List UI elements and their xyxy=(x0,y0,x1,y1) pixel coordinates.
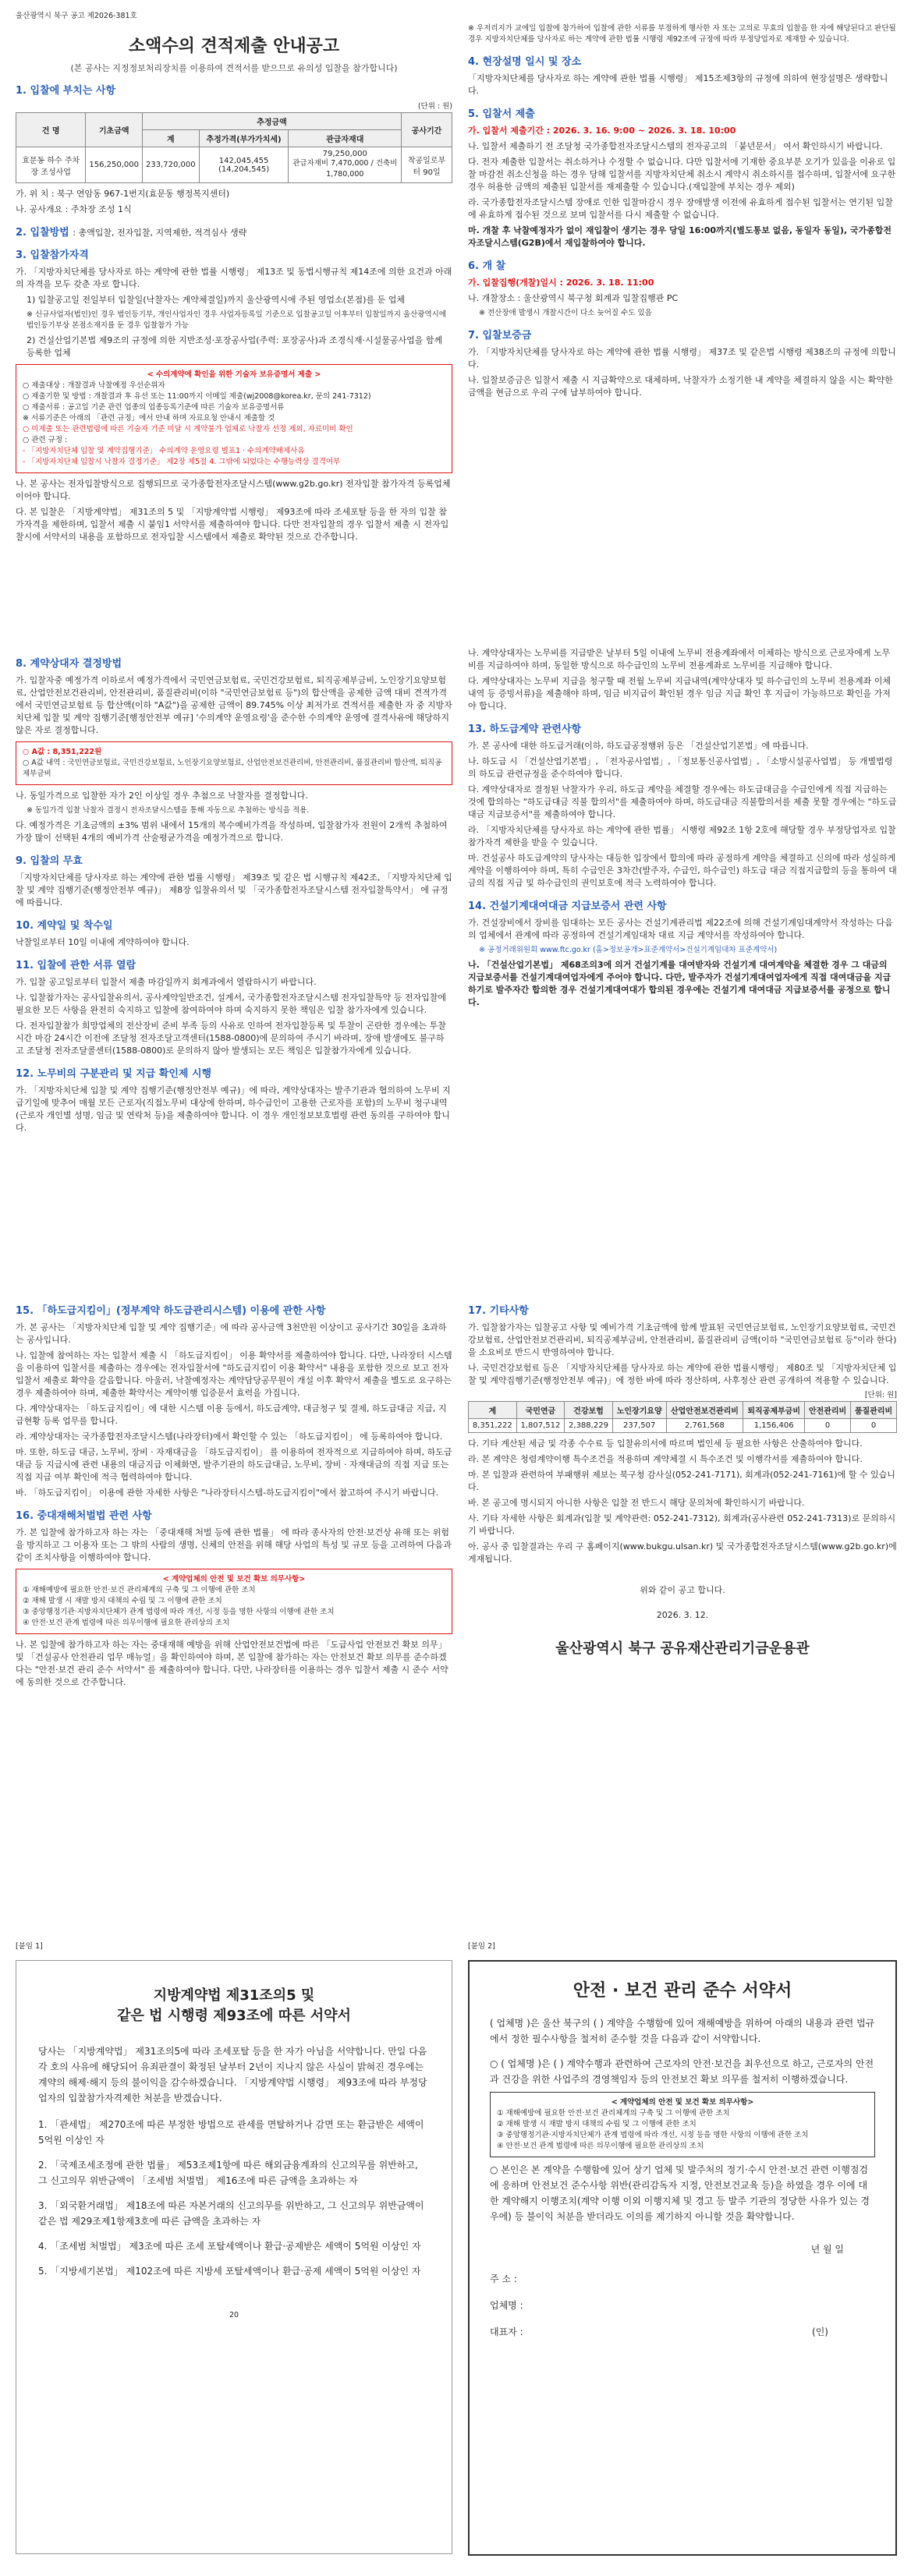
section1-heading: 1. 입찰에 부치는 사항 xyxy=(16,85,116,97)
box-line: ③ 중앙행정기관·지방자치단체가 관계 법령에 따라 개선, 시정 등을 명한 사항의 이행에 관한 조치 xyxy=(497,2131,809,2139)
s17-after: 바. 본 공고에 명시되지 아니한 사항은 입찰 전 반드시 해당 문의처에 확인하시기 바랍니다. xyxy=(468,1498,805,1508)
cell-material-detail: 관급자재비 7,470,000 / 건축비 1,780,000 xyxy=(292,159,398,179)
s3-after-c: 다. 본 입찰은 「지방계약법」 제31조의 5 및 「지방계약법 시행령」 제93조에 따라 조세포탈 등을 한 자의 입찰 참가자격을 제한하며, 입찰서 제출 시 붙임1 서약서를 제출하여야 합니다. 다만 전자입찰의 경우 입찰서 제출 시 전자입찰시에 서약서의 내용을 포함하므로 전자입찰 시스템에서 제출로 확약된 것으로 간주합니다. xyxy=(16,507,449,542)
s8-item: 가. 입찰자중 예정가격 이하로서 예정가격에서 국민연금보험료, 국민건강보험료, 퇴직공제부금비, 노인장기요양보험료, 산업안전보건관리비, 안전관리비, 품질관리비(이하 "국민연금보험료 등")의 합산액을 공제한 금액 대비 견적가격에서 국민연금보험료 등 합산액(이하 "A값")을 공제한 금액이 89.745% 이상 최저가로 견적서를 제출한 자 중 지방자치단체 입찰 및 계약 집행기준[행정안전부 예규] '수의계약 운영요령'을 준수한 수의계약 운영에 결격사유에 해당하지 않은 자로 결정합니다. xyxy=(16,675,452,735)
table-row xyxy=(469,1419,897,1433)
section10-heading: 10. 계약일 및 착수일 xyxy=(16,920,113,932)
s17-after: 사. 기타 자세한 사항은 회계과(입찰 및 계약관련: 052-241-7312), 회계과(공사관련 052-241-7313)로 문의하시기 바랍니다. xyxy=(468,1513,896,1536)
subcol-est: 추정가격(부가가치세) xyxy=(199,130,289,147)
s14-item: 가. 건설장비에서 장비를 임대하는 모든 공사는 건설기계관리법 제22조에 의해 건설기계임대계약서 작성하는 다음의 업체에서 관계에 따라 공정하여 건설기계임대차 대료 지급 계약서를 작성하여야 합니다. xyxy=(468,918,893,940)
ins-col: 퇴직공제부금비 xyxy=(743,1402,805,1419)
section8-heading: 8. 계약상대자 결정방법 xyxy=(16,658,122,670)
s17-after: 다. 기타 계산된 세금 및 각종 수수료 등 입찰유의서에 따르며 법인세 등 필요한 사항은 산출하여야 합니다. xyxy=(468,1438,863,1449)
section6-heading: 6. 개 찰 xyxy=(468,260,506,272)
section4-heading: 4. 현장설명 일시 및 장소 xyxy=(468,56,582,68)
attach1-item: 1. 「관세법」 제270조에 따른 부정한 방법으로 관세를 면탈하거나 감면 또는 환급받은 세액이 5억원 이상인 자 xyxy=(38,2119,424,2146)
s11-item: 나. 입찰참가자는 공사입찰유의서, 공사계약일반조건, 설계서, 국가종합전자조달시스템 전자입찰특약 등 전자입찰에 필요한 모든 사항을 완전히 숙지하고 입찰에 참여하여야 하며 숙지하지 못한 책임은 입찰 참가자에게 있습니다. xyxy=(16,993,447,1015)
ins-cell: 1,156,406 xyxy=(743,1419,805,1433)
announce-date: 2026. 3. 12. xyxy=(656,1610,709,1620)
announcement-page-3 xyxy=(16,1294,452,1918)
s3-para-a: 가. 「지방자치단체를 당사자로 하는 계약에 관한 법률 시행령」 제13조 및 동법시행규칙 제14조에 의한 요건과 아래의 자격을 모두 갖춘 자로 합니다. xyxy=(16,267,452,289)
section16-heading: 16. 중대재해처벌법 관련 사항 xyxy=(16,1510,152,1522)
tech-proof-box-title: < 수의계약에 확인을 위한 기술자 보유증명서 제출 > xyxy=(147,370,321,379)
s15-item: 바. 「하도급지킴이」 이용에 관한 자세한 사항은 "나라장터시스템-하도급지킴이"에서 참고하여 주시기 바랍니다. xyxy=(16,1488,439,1498)
s17-after: 아. 공사 중 입찰결과는 우리 구 홈페이지(www.bukgu.ulsan.kr) 및 국가종합전자조달시스템(www.g2b.go.kr)에 게재됩니다. xyxy=(468,1541,897,1564)
s15-item: 가. 본 공사는 「지방자치단체 입찰 및 계약 집행기준」에 따라 공사금액 3천만원 이상이고 공사기간 30일을 초과하는 공사입니다. xyxy=(16,1322,447,1345)
ins-cell: 1,807,512 xyxy=(516,1419,565,1433)
section17-heading: 17. 기타사항 xyxy=(468,1305,529,1317)
cell-total: 233,720,000 xyxy=(143,147,200,183)
cell-material xyxy=(289,147,402,183)
attach1-intro: 당사는 「지방계약법」 제31조의5에 따라 조세포탈 등을 한 자가 아님을 서약합니다. 만일 다음 각 호의 사유에 해당되어 유죄판결이 확정된 날부터 2년이 지나지 않은 사실이 밝혀진 경우에는 계약의 해제·해지 등의 불이익을 감수하겠습니다. 「지방계약법 시행령」 제93조에 따라 부정당업자의 입찰참가자격제한 처분을 받겠습니다. xyxy=(38,2046,427,2104)
s5-item: 라. 국가종합전자조달시스템 장애로 인한 입찰마감시 경우 장애발생 이전에 유효하게 접수된 입찰서는 연기된 입찰에 유효하게 접수된 것으로 보며 입찰서를 다시 제출할 수 없습니다. xyxy=(468,197,893,220)
attach2-rep-label: 대표자 : xyxy=(490,2327,523,2337)
attach1-page-number: 20 xyxy=(229,2311,239,2319)
s5-item: 마. 개찰 후 낙찰예정자가 없이 재입찰이 생기는 경우 당일 16:00까지(별도통보 없음, 동일자 동일), 국가종합전자조달시스템(G2B)에서 재입찰하여야 합니다. xyxy=(468,225,892,248)
attach1-title-1: 지방계약법 제31조의5 및 xyxy=(153,1987,315,2004)
s15-item: 다. 계약상대자는 「하도급지킴이」에 대한 시스템 이용 등에서, 하도급계약, 대금청구 및 결제, 하도급대금 지급, 지급현황 등록 업무를 합니다. xyxy=(16,1403,447,1426)
s6-item: 가. 입찰집행(개찰)일시 : 2026. 3. 18. 11:00 xyxy=(468,278,654,288)
ins-col: 노인장기요양 xyxy=(612,1402,666,1419)
ins-col: 계 xyxy=(469,1402,517,1419)
doc-title: 소액수의 견적제출 안내공고 xyxy=(128,37,340,56)
s13-item: 마. 건설공사 하도급계약의 당사자는 대등한 입장에서 합의에 따라 공정하게 계약을 체결하고 신의에 따라 성실하게 계약을 이행하여야 하며, 특히 수급인은 3차간(발주자, 수급인, 하수급인) 하도급 대금 직접지급합의 등을 통하여 대금의 직접 지급 및 하수급인의 권익보호에 적극 노력하여야 합니다. xyxy=(468,853,897,888)
section12-heading: 12. 노무비의 구분관리 및 지급 확인제 시행 xyxy=(16,1068,212,1080)
section15-heading: 15. 「하도급지킴이」(정부계약 하도급관리시스템) 이용에 관한 사항 xyxy=(16,1305,326,1317)
attach1-item: 3. 「외국환거래법」 제18조에 따른 자본거래의 신고의무를 위반하고, 그 신고의무 위반금액이 같은 법 제29조제1항제3호에 따른 금액을 초과하는 자 xyxy=(38,2200,424,2227)
a-value-box xyxy=(16,741,452,785)
s5-item: 다. 전자 제출한 입찰서는 취소하거나 수정할 수 없습니다. 다만 입찰서에 기재한 중요부분 오기가 있음을 이유로 입찰 마감전 취소신청을 하는 경우 당해 입찰서를 지방자치단체 취소시 계약시 취소하시를 접수하며, 입찰서에 요구한 경우 허용한 금액의 제출된 입찰서를 재제출할 수 있습니다.(재입찰에 부치는 경우 제외) xyxy=(468,157,896,192)
bid-items-table xyxy=(16,112,452,183)
s15-item: 마. 또한, 하도급 대금, 노무비, 장비 · 자재대금을 「하도급지킴이」 를 이용하여 전자적으로 지급하여야 하며, 하도급대금 등 지급시에 관련 내용의 대금지급 이체화면, 발주기관의 하도급대금, 노무비, 장비 · 자재대금의 직접 지급 또는 직접 지급 여부 확인에 적극 협력하여야 합니다. xyxy=(16,1447,452,1482)
s17-item: 가. 입찰참가자는 입찰공고 사항 및 예비가격 기초금액에 함께 발표된 국민연금보험료, 노인장기요양보험료, 국민건강보험료, 산업안전보건관리비, 퇴직공제부금비, 안전관리비, 품질관리비 금액(이하 "국민연금보험료 등"이라 한다)을 소요비로 반드시 반영하여야 합니다. xyxy=(468,1322,897,1357)
attach2-seal: (인) xyxy=(812,2327,828,2337)
box-line: ① 재해예방에 필요한 안전·보건 관리체계의 구축 및 그 이행에 관한 조치 xyxy=(23,1586,256,1594)
s7-item: 가. 「지방자치단체를 당사자로 하는 계약에 관한 법률 시행령」 제37조 및 같은법 시행령 제38조의 규정에 의합니다. xyxy=(468,347,896,370)
attach1-item: 2. 「국제조세조정에 관한 법률」 제53조제1항에 따른 해외금융계좌의 신고의무를 위반하고, 그 신고의무 위반금액이 「조세범 처벌법」 제16조에 따른 금액을 초과하는 자 xyxy=(38,2160,418,2186)
s11-item: 가. 입찰 공고일로부터 입찰서 제출 마감일까지 회계과에서 열람하시기 바랍니다. xyxy=(16,977,317,987)
cell-base: 156,250,000 xyxy=(86,147,143,183)
ins-col: 품질관리비 xyxy=(851,1402,897,1419)
s8-item: 다. 예정가격은 기초금액의 ±3% 범위 내에서 15개의 복수예비가격을 작성하며, 입찰참가자 전원이 2개씩 추첨하여 가장 많이 선택된 4개의 예비가격 산술평균가격을 예정가격으로 합니다. xyxy=(16,820,448,843)
s8-item: ※ 동일가격 입찰 낙찰자 결정시 전자조달시스템을 통해 자동으로 추첨하는 방식을 적용. xyxy=(27,806,310,815)
s13-item: 다. 계약상대자로 결정된 낙찰자가 우리, 하도급 계약을 체결할 경우에는 하도급대금을 수급인에게 직접 지급하는 것에 합의하는 "하도급대금 직불 합의서"를 제출하여야 하며, 하도급대금 직불합의서를 제출 못할 경우에는 "하도급대금 지급보증서"를 제출하여야 합니다. xyxy=(468,784,897,819)
col-est: 추정금액 xyxy=(143,113,402,130)
ins-cell: 0 xyxy=(805,1419,851,1433)
ins-col: 건강보험 xyxy=(565,1402,613,1419)
cell-period: 착공일로부터 90일 xyxy=(402,147,452,183)
unit-label-2: [단위: 원] xyxy=(864,1391,897,1399)
summary-note: 나. 공사개요 : 주차장 조성 1식 xyxy=(16,204,132,214)
box-line: - 「지방자치단체 입찰시 낙찰자 결정기준」 제2장 제5절 4. 그밖에 되었다는 수행능력상 결격여부 xyxy=(23,458,341,466)
ins-cell: 237,507 xyxy=(612,1419,666,1433)
ins-cell: 8,351,222 xyxy=(469,1419,517,1433)
s16-item: 가. 본 입찰에 참가하고자 하는 자는 「중대재해 처벌 등에 관한 법률」 에 따라 종사자의 안전·보건상 유해 또는 위험을 방지하고 그 이용자 또는 그 밖의 사람의 생명, 신체의 안전을 위해 해당 사업의 특성 및 규모 등을 고려하여 다음과 같이 조치사항을 이행하여야 합니다. xyxy=(16,1527,452,1562)
attach2-duty-box xyxy=(490,2092,875,2157)
s17-item: 나. 국민건강보험료 등은 「지방자치단체를 당사자로 하는 계약에 관한 법률시행령」 제80조 및 「지방자치단체 입찰 및 계약집행기준(행정안전부 예규)」에 정한 바에 따라 정산하며, 사후정산 관련 공개하여 적용할 수 있습니다. xyxy=(468,1363,897,1385)
a-value-detail: ○ A값 내역 : 국민연금보험료, 국민건강보험료, 노인장기요양보험료, 산업안전보건관리비, 안전관리비, 품질관리비 합산액, 퇴직공제부금비 xyxy=(23,759,442,778)
s11-item: 다. 전자입찰참가 희망업체의 전산장비 준비 부족 등의 사유로 인하여 전자입찰등록 및 투찰이 곤란한 경우에는 투찰시간 마감 24시간 이전에 조달청 전자조달고객센터(1588-0800)에 문의하여 주시기 바라며, 장애 발생에도 불구하고 조달청 전자조달콜센터(1588-0800)로 문의하지 않아 발생되는 모든 책임은 입찰참가자에게 있습니다. xyxy=(16,1021,446,1056)
section9-text: 「지방자치단체를 당사자로 하는 계약에 관한 법률 시행령」 제39조 및 같은 법 시행규칙 제42조, 「지방자치단체 입찰 및 계약 집행기준(행정안전부 예규)」 제8장 입찰유의서 및 「국가종합전자조달시스템 전자입찰특약서」 에 규정에 따릅니다. xyxy=(16,872,452,908)
s12-item: 다. 계약상대자는 노무비 지급을 청구할 때 전월 노무비 지급내역(계약상대자 및 하수급인의 노무비 전용계좌 이체내역 등 증빙서류)을 제출해야 하며, 임금 비지급이 확인된 경우 임금 지급 확인 후 지급이 가능하므로 확인을 가져야 합니다. xyxy=(468,676,892,711)
issuer-name: 울산광역시 북구 공유재산관리기금운용관 xyxy=(555,1640,810,1657)
attach2-item1: ○ ( 업체명 )은 ( ) 계약수행과 관련하여 근로자의 안전·보건을 최우선으로 하고, 근로자의 안전과 건강을 위한 사업주의 경영책임자 등의 안전보건 확보 의무를 철저히 이행하겠습니다. xyxy=(490,2058,874,2085)
col-base: 기초금액 xyxy=(86,113,143,147)
box-line: ④ 안전·보건 관계 법령에 따른 의무이행에 필요한 관리상의 조치 xyxy=(497,2142,704,2150)
s8-item: 나. 동일가격으로 입찰한 자가 2인 이상일 경우 추첨으로 낙찰자를 결정합니다. xyxy=(16,791,308,801)
section7-heading: 7. 입찰보증금 xyxy=(468,330,532,341)
ins-cell: 2,388,229 xyxy=(565,1419,613,1433)
s6-item: ※ 전산장애 발생시 개찰시간이 다소 늦어질 수도 있음 xyxy=(479,309,652,317)
section9-heading: 9. 입찰의 무효 xyxy=(16,855,83,867)
cell-est: 142,045,455 (14,204,545) xyxy=(199,147,289,183)
subcol-material: 관급자재대 xyxy=(289,130,402,147)
section10-text: 낙찰일로부터 10일 이내에 계약하여야 합니다. xyxy=(16,937,190,947)
attach2-intro: ( 업체명 )은 울산 북구의 ( ) 계약을 수행함에 있어 재해예방을 위하여 아래의 내용과 관련 법규에서 정한 필수사항을 철저히 준수할 것을 다음과 같이 서약합니다. xyxy=(490,2018,875,2044)
box-line: ② 재해 발생 시 재발 방지 대책의 수립 및 그 이행에 관한 조치 xyxy=(497,2120,697,2128)
attach2-title: 안전 · 보건 관리 준수 서약서 xyxy=(572,1981,792,2001)
section14-heading: 14. 건설기계대여대금 지급보증서 관련 사항 xyxy=(468,901,667,912)
section13-heading: 13. 하도급계약 관련사항 xyxy=(468,724,582,735)
tech-proof-box xyxy=(16,364,452,473)
s3-after-note: ※ 우저리지가 교에일 입찰에 참가하여 입찰에 관한 서류를 부정하게 행사한 자 또는 고의로 무효의 입찰을 한 자에 해당된다고 판단될 경우 지방자치단체를 당사자로 하는 계약에 관한 법률 시행령 제92조에 규정에 따라 부정당업자로 제재할 수 있습니다. xyxy=(468,24,896,44)
attach2-item2: ○ 본인은 본 계약을 수행함에 있어 상기 업체 및 발주처의 정기·수시 안전·보건 관련 이행점검에 응하며 안전보건 준수사항 위반(관리감독자 지정, 안전보건교육 등)을 하였을 경우 이에 대한 계약해지 이행조치(계약 이행 이외 이행지체 및 경고 등 발주 기관의 정당한 사유가 있는 경우에) 등 불이익 처분을 받더라도 이의를 제기하지 아니할 것을 확약합니다. xyxy=(490,2164,870,2222)
s3-para-2: 2) 건설산업기본법 제9조의 규정에 의한 지반조성·포장공사업(주력: 포장공사)과 조경식재·시설물공사업을 함께 등록한 업체 xyxy=(27,335,443,358)
s13-item: 가. 본 공사에 대한 하도급거래(이하, 하도급공정행위 등은 「건설산업기본법」에 따릅니다. xyxy=(468,741,809,751)
ins-col: 안전관리비 xyxy=(805,1402,851,1419)
announcement-page-2-right xyxy=(468,647,897,1271)
s17-after: 마. 본 입찰과 관련하여 부패행위 제보는 북구청 감사실(052-241-7171), 회계과(052-241-7161)에 할 수 있습니다. xyxy=(468,1470,895,1492)
section3-heading: 3. 입찰참가자격 xyxy=(16,249,89,261)
attach2-date: 년 월 일 xyxy=(810,2244,844,2255)
cell-material-value: 79,250,000 xyxy=(322,150,367,158)
s16-after: 나. 본 입찰에 참가하고자 하는 자는 중대재해 예방을 위해 산업안전보건법에 따른 「도급사업 안전보건 확보 의무」 및 「건설공사 안전관리 업무 매뉴얼」을 확인하여야 하며, 본 입찰에 참가하는 자는 안전보건 확보 의무를 준수하겠다는 "안전·보건 관리 준수 서약서" 를 제출하여야 합니다. 다만, 나라장터를 이용하는 경우 입찰서 제출 시 준수 서약에 동의한 것으로 간주합니다. xyxy=(16,1640,448,1687)
s3-para-note: ※ 신규사업자(법인)인 경우 법인등기부, 개인사업자인 경우 사업자등록일 기준으로 입찰공고일 이후부터 입찰일까지 울산광역시에 법인등기부상 본점소재지를 둔 경우 입찰참가 가능 xyxy=(27,310,446,330)
attach2-box-title: < 계약업체의 안전 및 보건 확보 의무사항> xyxy=(611,2098,754,2107)
attach1-item: 5. 「지방세기본법」 제102조에 따른 지방세 포탈세액이나 환급·공제 세액이 5억원 이상인 자 xyxy=(38,2266,421,2277)
ins-col: 국민연금 xyxy=(516,1402,565,1419)
section5-heading: 5. 입찰서 제출 xyxy=(468,108,535,120)
table-row xyxy=(16,147,452,183)
s17-after: 라. 본 계약은 청렴계약이행 특수조건을 적용하며 계약체결 시 특수조건 및 이행각서를 제출하여야 합니다. xyxy=(468,1454,863,1464)
s14-item: 나. 「건설산업기본법」 제68조의3에 의거 건설기계를 대여받자와 건설기계 대여계약을 체결한 경우 그 대금의 지급보증서를 건설기계대여업자에게 주어야 합니다. 다만, 발주자가 건설기계대여업자에게 직접 대여대금을 지급하기로 발주자간 합의한 경우 건설기계대여대가 합의된 경우에는 건설기계 대여대금 지급보증서를 공정으로 합니다. xyxy=(468,960,892,1007)
box-line: ④ 안전·보건 관계 법령에 따른 의무이행에 필요한 관리상의 조치 xyxy=(23,1619,230,1627)
attach1-label: [붙임 1] xyxy=(16,1942,43,1951)
subcol-total: 계 xyxy=(143,130,200,147)
a-value: ○ A값 : 8,351,222원 xyxy=(23,748,102,756)
col-period: 공사기간 xyxy=(402,113,452,147)
s13-item: 라. 「지방자치단체를 당사자로 하는 계약에 관한 법률」 시행령 제92조 1항 2호에 해당할 경우 부정당업자로 입찰참가자격 제한을 받을 수 있습니다. xyxy=(468,825,896,847)
s3-para-1: 1) 입찰공고일 전일부터 입찰일(낙찰자는 계약체결일)까지 울산광역시에 주된 영업소(본점)를 둔 업체 xyxy=(27,295,405,305)
section11-heading: 11. 입찰에 관한 서류 열람 xyxy=(16,960,136,971)
safety-duty-box-title: < 계약업체의 안전 및 보건 확보 의무사항> xyxy=(162,1575,306,1583)
attach2-company-label: 업체명 : xyxy=(490,2300,523,2311)
safety-duty-box xyxy=(16,1569,452,1634)
attach2-frame xyxy=(468,1960,897,2556)
section12-text: 가. 「지방자치단체 입찰 및 계약 집행기준(행정안전부 예규)」에 따라, 계약상대자는 발주기관과 협의하여 노무비 지급기일에 맞추어 매월 모든 근로자(직접노무비 대상에 한하며, 하수급인이 고용한 근로자를 포함)의 노무비 청구내역(근로자 개인별 성명, 임금 및 연락처 등)을 제출하여야 합니다. 이 경우 개인정보보호법령 관련 동의를 구하여야 합니다. xyxy=(16,1085,451,1133)
s14-item: ※ 공정거래위원회 www.ftc.go.kr (홈>정보공개>표준계약서>건설기계임대차 표준계약서) xyxy=(479,946,778,954)
box-line: - 「지방자치단체 입찰 및 계약집행기준」 수의계약 운영요령 별표1 · 수의계약배제사유 xyxy=(23,447,305,455)
box-line: ○ 제출서류 : 공고일 기준 관련 업종의 업종등록기준에 따른 기술자 보유증명서류 xyxy=(23,403,285,412)
s13-item: 나. 하도급 시 「건설산업기본법」, 「전자공사업법」, 「정보통신공사업법」, 「소방시설공사업법」 등 개별법령의 하도급 관련규정을 준수하여야 합니다. xyxy=(468,756,893,779)
attach1-item: 4. 「조세범 처벌법」 제3조에 따른 조세 포탈세액이나 환급·공제받은 세액이 5억원 이상인 자 xyxy=(38,2241,421,2252)
box-line: ② 재해 발생 시 재발 방지 대책의 수립 및 그 이행에 관한 조치 xyxy=(23,1597,222,1605)
ins-col: 산업안전보건관리비 xyxy=(666,1402,743,1419)
ins-cell: 2,761,568 xyxy=(666,1419,743,1433)
s5-item: 가. 입찰서 제출기간 : 2026. 3. 16. 9:00 ~ 2026. 3. 18. 10:00 xyxy=(468,126,736,136)
attach1-title-2: 같은 법 시행령 제93조에 따른 서약서 xyxy=(117,2008,351,2024)
cell-name: 효문동 하수 주차장 조성사업 xyxy=(16,147,86,183)
doc-subtitle: (본 공사는 지정정보처리장치를 이용하여 견적서를 받으므로 유의성 입찰을 참가합니다) xyxy=(70,63,398,73)
box-line: ○ 제출대상 : 개찰결과 낙찰예정 우선순위자 xyxy=(23,381,165,390)
unit-label: (단위 : 원) xyxy=(417,102,452,111)
attach2-label: [붙임 2] xyxy=(468,1942,495,1951)
announcement-page-2 xyxy=(16,647,452,1271)
attach2-address-label: 주 소 : xyxy=(490,2273,517,2284)
box-line: ○ 관련 규정 : xyxy=(23,436,68,444)
closing-text: 위와 같이 공고 합니다. xyxy=(640,1585,725,1595)
attachment-2-page xyxy=(468,1941,897,2565)
attach1-frame xyxy=(16,1960,452,2554)
announcement-page-3-right xyxy=(468,1294,897,1918)
s12-item: 나. 계약상대자는 노무비를 지급받은 날부터 5일 이내에 노무비 전용계좌에서 이체하는 방식으로 근로자에게 노무비를 지급하여야 하며, 동일한 방식으로 하수급인의 노무비 전용계좌로 노무비를 지급해야 합니다. xyxy=(468,648,891,671)
s15-item: 나. 입찰에 참여하는 자는 입찰서 제출 시 「하도급지킴이」 이용 확약서를 제출하여야 합니다. 다만, 나라장터 시스템을 이용하여 입찰서를 제출하는 경우에는 전자입찰서에 "하도급지킴이 이용 확약서" 내용을 포함한 것으로 보고 전자입찰서 제출로 확약을 갈음합니다. 아울러, 낙찰예정자는 계약담당공무원이 개설 이후 확약서 제출을 별도로 요구하는 경우 제출하여야 하며, 제출한 확약서는 계약이행 입증문서 효력을 가집니다. xyxy=(16,1350,452,1398)
col-name: 건 명 xyxy=(16,113,86,147)
box-line: ○ 제출기한 및 방법 : 개찰결과 후 유선 또는 11:00까지 이메일 제출(wj2008@korea.kr, 문의 241-7312) xyxy=(23,392,371,401)
ins-cell: 0 xyxy=(851,1419,897,1433)
insurance-table xyxy=(468,1401,897,1433)
box-line: ※ 서류기준은 아래의 「관련 규정」에서 안내 하며 자료요청 안내시 제출할 것 xyxy=(23,414,275,423)
location-note: 가. 위 치 : 북구 연암동 967-1번지(효문동 행정복지센터) xyxy=(16,189,230,199)
s6-item: 나. 개찰장소 : 울산광역시 북구청 회계과 입찰집행관 PC xyxy=(468,293,679,303)
attachment-1-page xyxy=(16,1941,452,2565)
box-line: ③ 중앙행정기관·지방자치단체가 관계 법령에 따라 개선, 시정 등을 명한 사항의 이행에 관한 조치 xyxy=(23,1608,335,1616)
announcement-page-1-right xyxy=(468,8,897,624)
s5-item: 나. 입찰서 제출하기 전 조달청 국가종합전자조달시스템의 전자공고의 「붙년문서」 여서 확인하시기 바랍니다. xyxy=(468,141,883,151)
s3-after-b: 나. 본 공사는 전자입찰방식으로 집행되므로 국가종합전자조달시스템(www.g2b.go.kr) 전자입찰 참가자격 등록업체이어야 합니다. xyxy=(16,479,451,501)
announcement-page-1 xyxy=(16,8,452,624)
s7-item: 나. 입찰보증금은 입찰서 제출 시 지급확약으로 대체하며, 낙찰자가 소정기한 내 계약을 체결하지 않을 시는 확약한 금액을 현금으로 우리 구에 납부하여야 합니다. xyxy=(468,375,893,398)
section4-text: 「지방자치단체를 당사자로 하는 계약에 관한 법률 시행령」 제15조제3항의 규정에 의하여 현장설명은 생략합니다. xyxy=(468,73,888,96)
section2-heading: 2. 입찰방법 : 총액입찰, 전자입찰, 지역제한, 적격심사 생략 xyxy=(16,227,247,239)
box-line: ○ 미제출 또는 관련법령에 따른 기술자 기준 미달 시 계약불가 업체로 낙찰자 선정 제외, 자료미비 확인 xyxy=(23,425,353,433)
box-line: ① 재해예방에 필요한 안전·보건 관리체계의 구축 및 그 이행에 관한 조치 xyxy=(497,2109,730,2118)
doc-header: 울산광역시 북구 공고 제2026-381호 xyxy=(16,12,137,20)
s15-item: 라. 계약상대자는 국가종합전자조달시스템(나라장터)에서 확인할 수 있는 「하도급지킴이」 에 등록하여야 합니다. xyxy=(16,1431,443,1442)
